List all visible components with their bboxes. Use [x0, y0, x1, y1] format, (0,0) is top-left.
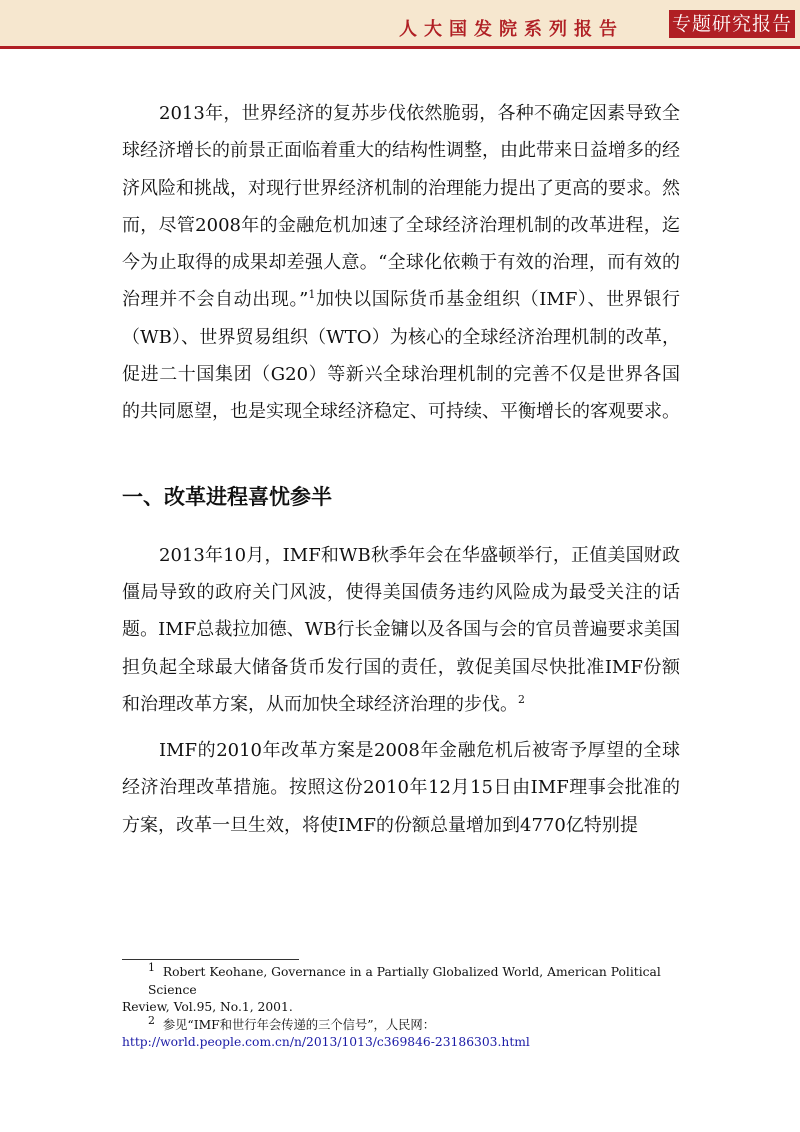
footnote-2-text: 参见“IMF和世行年会传递的三个信号”，人民网： — [162, 1017, 436, 1032]
footnote-2 — [122, 1013, 680, 1035]
paragraph-imf-meeting — [122, 537, 680, 723]
footnote-divider — [122, 959, 299, 960]
series-title: 人大国发院系列报告 — [399, 19, 624, 40]
paragraph-intro-tail: 加快以国际货币基金组织（IMF）、世界银行（WB）、世界贸易组织（WTO）为核心的全球经济治理机制的改革，促进二十国集团（G20）等新兴全球治理机制的完善不仅是世界各国的共同愿望，也是实现全球经济稳定、可持续、平衡增长的客观要求。 — [122, 289, 680, 423]
footnote-number: 1 — [148, 960, 155, 974]
main-content — [122, 95, 680, 844]
footnote-2-link[interactable]: http://world.people.com.cn/n/2013/1013/c369846-23186303.html — [122, 1035, 530, 1049]
paragraph-imf-reform: IMF的2010年改革方案是2008年金融危机后被寄予厚望的全球经济治理改革措施。按照这份2010年12月15日由IMF理事会批准的方案，改革一旦生效，将使IMF的份额总量增加到4770亿特别提 — [122, 740, 680, 836]
paragraph-imf-meeting-text: 2013年10月，IMF和WB秋季年会在华盛顿举行，正值美国财政僵局导致的政府关门风波，使得美国债务违约风险成为最受关注的话题。IMF总裁拉加德、WB行长金镛以及各国与会的官员普遍要求美国担负起全球最大储备货币发行国的责任，敦促美国尽快批准IMF份额和治理改革方案，从而加快全球经济治理的步伐。 — [122, 544, 680, 715]
footnotes — [122, 960, 680, 1052]
header-rule — [0, 46, 800, 49]
footnote-ref-2[interactable]: 2 — [518, 692, 525, 706]
paragraph-intro-lead: 2013年，世界经济的复苏步伐依然脆弱，各种不确定因素导致全球经济增长的前景正面临着重大的结构性调整，由此带来日益增多的经济风险和挑战，对现行世界经济机制的治理能力提出了更高的要求。然而，尽管2008年的金融危机加速了全球经济治理机制的改革进程，迄今为止取得的成果却差强人意。“全球化依赖于有效的治理，而有效的治理并不会自动出现。” — [122, 103, 680, 311]
footnote-1 — [122, 960, 680, 999]
report-type-badge: 专题研究报告 — [669, 10, 795, 38]
footnote-1-text: Robert Keohane, Governance in a Partially Globalized World, American Political Science — [148, 965, 661, 997]
footnote-1-continued: Review, Vol.95, No.1, 2001. — [122, 1000, 293, 1014]
section-heading: 一、改革进程喜忧参半 — [122, 483, 332, 509]
footnote-ref-1[interactable]: 1 — [308, 288, 316, 302]
paragraph-intro — [122, 95, 680, 431]
footnote-number: 2 — [148, 1013, 155, 1027]
footnote-2-link-line — [122, 1034, 680, 1052]
